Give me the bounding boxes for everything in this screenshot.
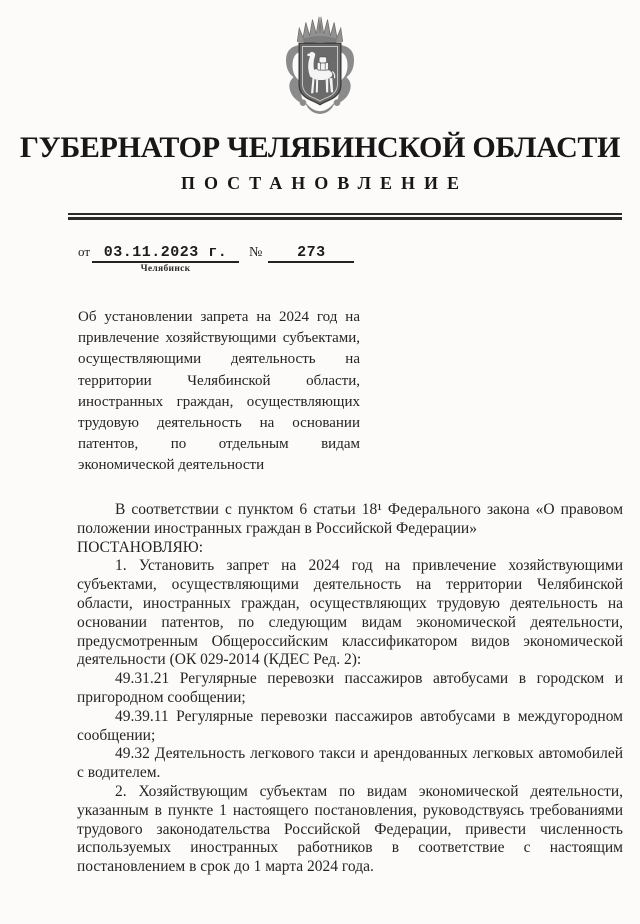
number-field xyxy=(268,244,354,263)
place-label: Челябинск xyxy=(140,264,191,274)
document-type-title: ПОСТАНОВЛЕНИЕ xyxy=(180,173,469,193)
paragraph-item-1: 1. Установить запрет на 2024 год на привлечение хозяйствующими субъектами, осуществляющими деятельность на территории Челябинской области, иностранных граждан, осуществляющих трудовую деятельность на основании патентов, по следующим видам экономической деятельности, предусмотренным Общероссийским классификатором видов экономической деятельности (ОК 029-2014 (КДЕС Ред. 2): xyxy=(77,557,623,669)
date-field xyxy=(92,244,239,274)
paragraph-item-2: 2. Хозяйствующим субъектам по видам экономической деятельности, указанным в пункте 1 настоящего постановления, руководствуясь требованиями трудового законодательства Российской Федерации, привести численность используемых иностранных работников в соответствие с настоящим постановлением в срок до 1 марта 2024 года. xyxy=(77,782,623,876)
date-number-row xyxy=(78,244,354,274)
paragraph-resolve: ПОСТАНОВЛЯЮ: xyxy=(77,538,204,556)
org-name: ГУБЕРНАТОР ЧЕЛЯБИНСКОЙ ОБЛАСТИ xyxy=(19,131,621,164)
paragraph-okved-49-32: 49.32 Деятельность легкового такси и арендованных легковых автомобилей с водителем. xyxy=(77,745,623,782)
date-value: 03.11.2023 г. xyxy=(103,244,228,261)
document-body xyxy=(77,501,623,877)
number-value: 273 xyxy=(297,244,326,261)
paragraph-intro: В соответствии с пунктом 6 статьи 18¹ Федерального закона «О правовом положении иностранных граждан в Российской Федерации» xyxy=(77,501,623,537)
coat-of-arms-icon xyxy=(274,13,366,115)
paragraph-okved-49-31-21: 49.31.21 Регулярные перевозки пассажиров автобусами в городском и пригородном сообщении; xyxy=(77,670,623,706)
letterhead-divider xyxy=(68,213,622,220)
document-subject: Об установлении запрета на 2024 год на привлечение хозяйствующими субъектами, осуществляющими деятельность на территории Челябинской области, иностранных граждан, осуществляющих трудовую деятельность на основании патентов, по отдельным видам экономической деятельности xyxy=(78,309,360,474)
number-sign: № xyxy=(249,245,263,260)
date-prefix-label: от xyxy=(78,244,91,259)
paragraph-okved-49-39-11: 49.39.11 Регулярные перевозки пассажиров автобусами в междугородном сообщении; xyxy=(77,707,623,744)
